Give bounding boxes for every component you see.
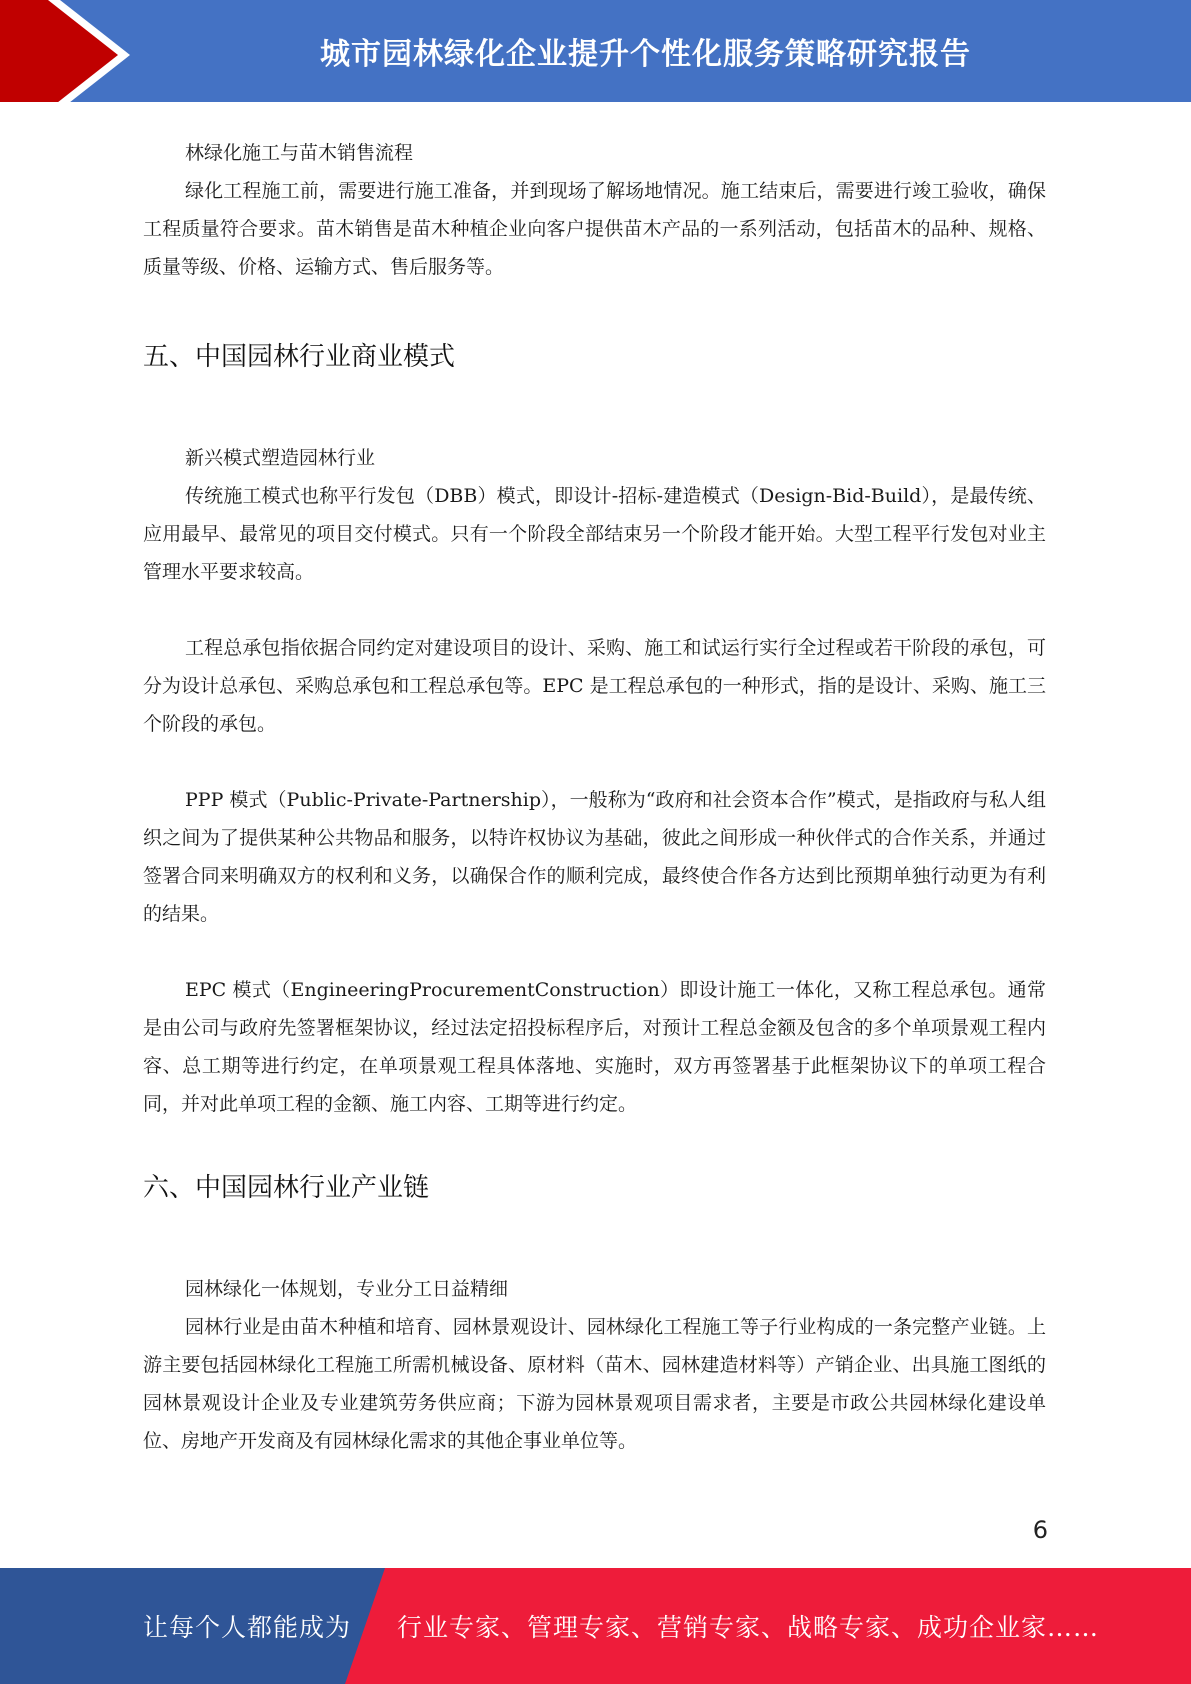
- paragraph: 工程总承包指依据合同约定对建设项目的设计、采购、施工和试运行实行全过程或若干阶段的承包，可分为设计总承包、采购总承包和工程总承包等。EPC 是工程总承包的一种形式，指的是设计、采购、施工三个阶段的承包。: [143, 637, 1046, 735]
- page-number: 6: [1032, 1516, 1048, 1544]
- paragraph: EPC 模式（EngineeringProcurementConstruction）即设计施工一体化，又称工程总承包。通常是由公司与政府先签署框架协议，经过法定招投标程序后，对预计工程总金额及包含的多个单项景观工程内容、总工期等进行约定，在单项景观工程具体落地、实施时，双方再签署基于此框架协议下的单项工程合同，并对此单项工程的金额、施工内容、工期等进行约定。: [143, 979, 1046, 1115]
- paragraph: 园林行业是由苗木种植和培育、园林景观设计、园林绿化工程施工等子行业构成的一条完整产业链。上游主要包括园林绿化工程施工所需机械设备、原材料（苗木、园林建造材料等）产销企业、出具施工图纸的园林景观设计企业及专业建筑劳务供应商；下游为园林景观项目需求者，主要是市政公共园林绿化建设单位、房地产开发商及有园林绿化需求的其他企事业单位等。: [143, 1316, 1046, 1452]
- page-footer: [0, 1568, 1191, 1684]
- header-divider: [0, 102, 1191, 110]
- footer-slogan-right: 行业专家、管理专家、营销专家、战略专家、成功企业家……: [397, 1613, 1100, 1642]
- section-heading: 六、中国园林行业产业链: [143, 1173, 430, 1203]
- subheading: 新兴模式塑造园林行业: [185, 447, 376, 469]
- paragraph: 绿化工程施工前，需要进行施工准备，并到现场了解场地情况。施工结束后，需要进行竣工验收，确保工程质量符合要求。苗木销售是苗木种植企业向客户提供苗木产品的一系列活动，包括苗木的品种、规格、质量等级、价格、运输方式、售后服务等。: [143, 180, 1046, 278]
- document-body: [143, 134, 1046, 1460]
- paragraph: 传统施工模式也称平行发包（DBB）模式，即设计-招标-建造模式（Design-Bid-Build），是最传统、应用最早、最常见的项目交付模式。只有一个阶段全部结束另一个阶段才能开始。大型工程平行发包对业主管理水平要求较高。: [143, 485, 1046, 583]
- paragraph: PPP 模式（Public-Private-Partnership），一般称为“政府和社会资本合作”模式，是指政府与私人组织之间为了提供某种公共物品和服务，以特许权协议为基础，彼此之间形成一种伙伴式的合作关系，并通过签署合同来明确双方的权利和义务，以确保合作的顺利完成，最终使合作各方达到比预期单独行动更为有利的结果。: [143, 789, 1046, 925]
- subheading: 林绿化施工与苗木销售流程: [185, 142, 414, 164]
- report-title: 城市园林绿化企业提升个性化服务策略研究报告: [320, 37, 971, 72]
- page-header: [0, 0, 1191, 110]
- header-arrow-graphic: [0, 0, 150, 110]
- subheading: 园林绿化一体规划，专业分工日益精细: [185, 1278, 509, 1300]
- footer-slogan-left: 让每个人都能成为: [143, 1613, 352, 1642]
- section-heading: 五、中国园林行业商业模式: [143, 342, 456, 372]
